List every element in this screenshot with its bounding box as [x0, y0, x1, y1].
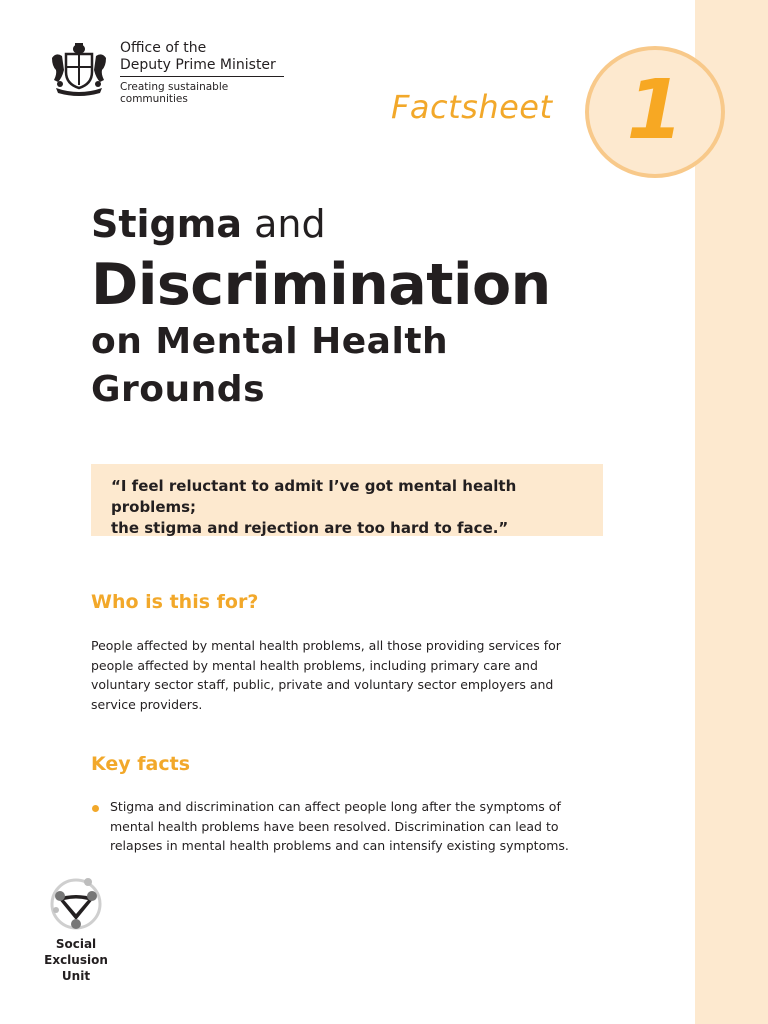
title-stigma: Stigma — [91, 202, 242, 246]
list-item — [91, 797, 581, 856]
bullet-dot-icon — [92, 805, 99, 812]
org-name-line1: Office of the — [120, 40, 207, 56]
who-line: voluntary sector staff, public, private and voluntary sector employers and — [91, 677, 554, 692]
who-line: People affected by mental health problems, all those providing services for — [91, 638, 561, 653]
document-title — [91, 196, 551, 414]
title-line-1 — [91, 196, 551, 252]
seu-line-2: Exclusion — [44, 953, 108, 967]
seu-line-3: Unit — [61, 969, 91, 983]
social-exclusion-unit-logo-icon — [46, 874, 106, 934]
seu-logo — [40, 874, 112, 986]
royal-crest-icon — [46, 40, 112, 96]
odpm-logo — [46, 38, 296, 105]
who-line: service providers. — [91, 696, 203, 712]
pull-quote — [91, 464, 603, 536]
title-line-3: on Mental Health — [91, 321, 449, 362]
org-divider — [120, 76, 284, 77]
fact-line: relapses in mental health problems and can intensify existing symptoms. — [110, 838, 569, 853]
odpm-wordmark — [120, 40, 296, 105]
who-line: people affected by mental health problems, including primary care and — [91, 657, 538, 673]
section-heading-key-facts: Key facts — [91, 753, 191, 775]
who-paragraph — [91, 636, 581, 714]
title-line-2: Discrimination — [91, 252, 551, 318]
title-line-4: Grounds — [91, 369, 265, 410]
fact-line: Stigma and discrimination can affect people long after the symptoms of — [110, 799, 561, 814]
factsheet-label: Factsheet — [391, 88, 553, 126]
key-facts-list — [91, 797, 581, 856]
quote-line-1: “I feel reluctant to admit I’ve got mental health problems; — [111, 477, 517, 516]
org-tagline: Creating sustainable communities — [120, 81, 229, 105]
title-and: and — [254, 202, 326, 246]
seu-name — [40, 936, 112, 984]
factsheet-number: 1 — [626, 63, 684, 158]
fact-line: mental health problems have been resolved. Discrimination can lead to — [110, 818, 559, 834]
factsheet-number-badge — [585, 46, 725, 178]
section-heading-who: Who is this for? — [91, 591, 259, 613]
quote-line-2: the stigma and rejection are too hard to face.” — [111, 519, 509, 537]
org-name-line2: Deputy Prime Minister — [120, 57, 276, 73]
seu-line-1: Social — [55, 937, 97, 951]
